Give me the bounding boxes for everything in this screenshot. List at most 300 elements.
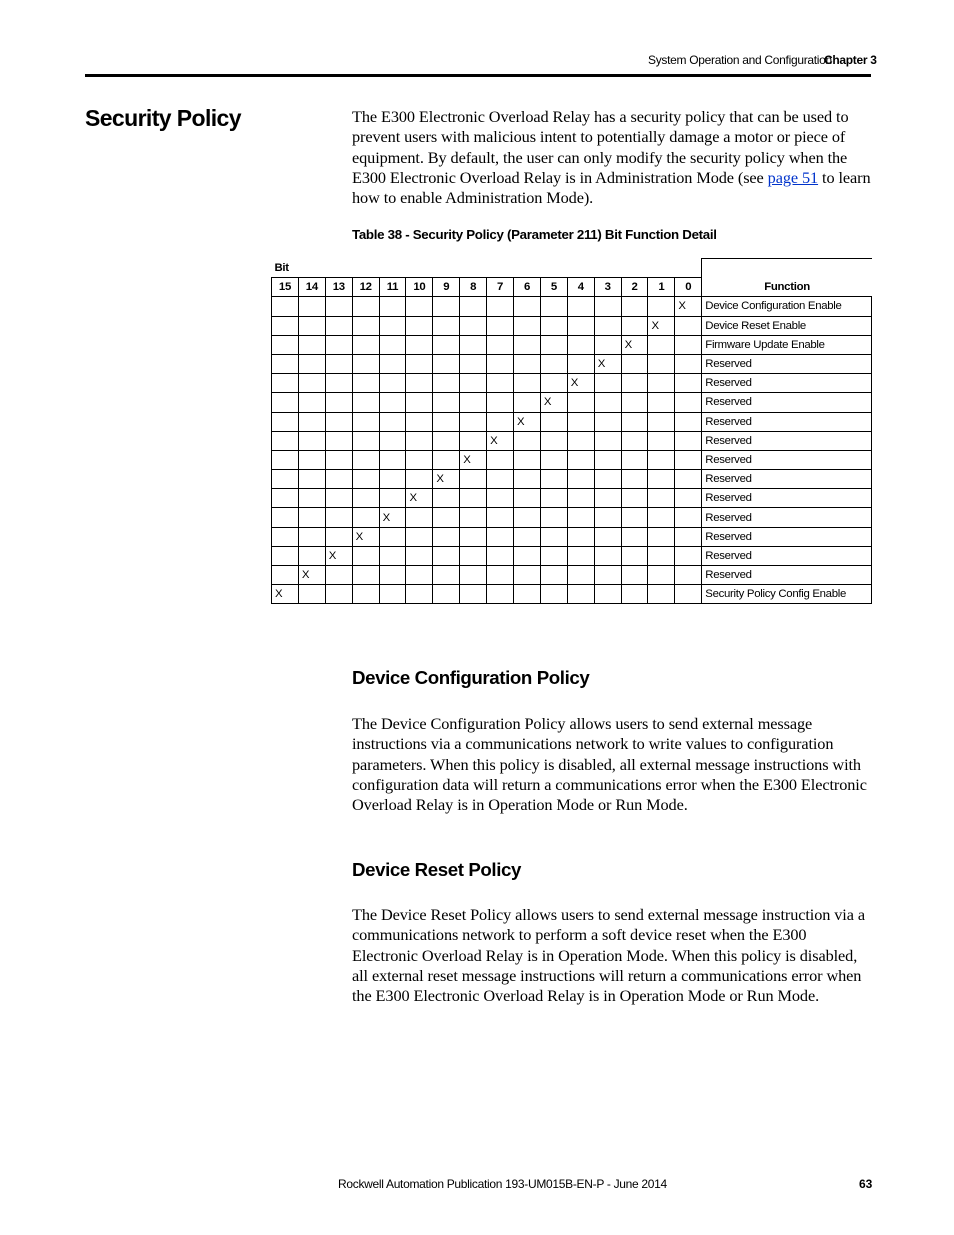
bit-mark: X [272, 585, 299, 604]
bit-cell [460, 316, 487, 335]
bit-cell [272, 412, 299, 431]
function-cell: Reserved [702, 508, 872, 527]
function-cell: Reserved [702, 489, 872, 508]
bit-cell [272, 393, 299, 412]
bit-cell [594, 393, 621, 412]
bit-cell [675, 566, 702, 585]
bit-label: 11 [379, 278, 406, 297]
bit-cell [460, 470, 487, 489]
bit-cell [325, 316, 352, 335]
bit-cell [621, 374, 648, 393]
table-row [272, 297, 872, 316]
bit-cell [675, 374, 702, 393]
page-number: 63 [859, 1177, 873, 1191]
table-row [272, 585, 872, 604]
bit-cell [594, 489, 621, 508]
bit-cell [675, 316, 702, 335]
bit-cell [567, 546, 594, 565]
bit-cell [325, 450, 352, 469]
bit-cell [298, 354, 325, 373]
bit-cell [406, 431, 433, 450]
bit-cell [675, 508, 702, 527]
bit-cell [540, 431, 567, 450]
bit-cell [621, 316, 648, 335]
bit-cell [325, 489, 352, 508]
footer-publication: Rockwell Automation Publication 193-UM015B-EN-P - June 2014 [338, 1177, 667, 1191]
bit-cell [298, 508, 325, 527]
bit-cell [406, 566, 433, 585]
bit-mark: X [406, 489, 433, 508]
device-reset-paragraph: The Device Reset Policy allows users to send external message instruction via a communications network to perform a soft device reset when the E300 Electronic Overload Relay is in Operation Mode. When this policy is disabled, all external reset message instructions will return a communications error when the E300 Electronic Overload Relay is in Operation Mode or Run Mode. [352, 905, 865, 1006]
bit-cell [352, 489, 379, 508]
bit-cell [514, 546, 541, 565]
bit-cell [406, 393, 433, 412]
bit-cell [379, 393, 406, 412]
bit-cell [648, 412, 675, 431]
bit-mark: X [675, 297, 702, 316]
bit-cell [514, 450, 541, 469]
bit-cell [648, 450, 675, 469]
bit-cell [433, 527, 460, 546]
bit-label: 15 [272, 278, 299, 297]
bit-cell [406, 470, 433, 489]
bit-cell [514, 585, 541, 604]
bit-cell [540, 585, 567, 604]
bit-cell [675, 470, 702, 489]
bit-cell [675, 489, 702, 508]
bit-cell [594, 508, 621, 527]
bit-cell [325, 393, 352, 412]
bit-cell [648, 335, 675, 354]
bit-cell [406, 527, 433, 546]
bit-label: 1 [648, 278, 675, 297]
bit-mark: X [325, 546, 352, 565]
bit-cell [325, 374, 352, 393]
function-cell: Reserved [702, 527, 872, 546]
bit-cell [621, 508, 648, 527]
bit-cell [675, 393, 702, 412]
bit-cell [514, 508, 541, 527]
bit-cell [487, 585, 514, 604]
table-row [272, 489, 872, 508]
bit-label: 12 [352, 278, 379, 297]
bit-cell [675, 546, 702, 565]
bit-label: 14 [298, 278, 325, 297]
bit-cell [567, 566, 594, 585]
bit-cell [540, 566, 567, 585]
bit-cell [540, 354, 567, 373]
bit-cell [325, 527, 352, 546]
bit-cell [352, 393, 379, 412]
bit-label: 2 [621, 278, 648, 297]
bit-mark: X [352, 527, 379, 546]
header-rule [85, 74, 871, 77]
table-row [272, 508, 872, 527]
bit-cell [540, 546, 567, 565]
bit-cell [325, 431, 352, 450]
function-cell: Reserved [702, 374, 872, 393]
function-cell: Reserved [702, 546, 872, 565]
bit-cell [675, 412, 702, 431]
bit-cell [540, 316, 567, 335]
bit-mark: X [594, 354, 621, 373]
bit-header: Bit [274, 261, 289, 274]
bit-cell [514, 354, 541, 373]
bit-label: 4 [567, 278, 594, 297]
bit-cell [325, 470, 352, 489]
bit-mark: X [433, 470, 460, 489]
bit-cell [514, 470, 541, 489]
table-row [272, 450, 872, 469]
bit-mark: X [379, 508, 406, 527]
bit-cell [540, 374, 567, 393]
function-cell: Reserved [702, 354, 872, 373]
bit-mark: X [540, 393, 567, 412]
bit-cell [460, 546, 487, 565]
bit-cell [352, 508, 379, 527]
bit-cell [406, 508, 433, 527]
bit-cell [272, 374, 299, 393]
bit-mark: X [487, 431, 514, 450]
bit-cell [433, 566, 460, 585]
bit-cell [648, 489, 675, 508]
bit-cell [379, 412, 406, 431]
bit-cell [567, 393, 594, 412]
bit-cell [514, 374, 541, 393]
bit-cell [540, 297, 567, 316]
bit-cell [298, 585, 325, 604]
bit-cell [352, 297, 379, 316]
bit-cell [406, 297, 433, 316]
function-cell: Reserved [702, 393, 872, 412]
bit-cell [621, 354, 648, 373]
bit-cell [460, 412, 487, 431]
bit-cell [379, 489, 406, 508]
bit-mark: X [460, 450, 487, 469]
bit-cell [594, 585, 621, 604]
bit-cell [514, 316, 541, 335]
bit-cell [379, 316, 406, 335]
bit-cell [675, 354, 702, 373]
bit-cell [379, 566, 406, 585]
bit-cell [298, 470, 325, 489]
bit-cell [272, 470, 299, 489]
bit-cell [433, 412, 460, 431]
bit-cell [675, 335, 702, 354]
bit-cell [487, 335, 514, 354]
bit-mark: X [514, 412, 541, 431]
table-caption: Table 38 - Security Policy (Parameter 211) Bit Function Detail [352, 227, 717, 242]
bit-cell [675, 431, 702, 450]
bit-cell [298, 374, 325, 393]
bit-label: 6 [514, 278, 541, 297]
bit-cell [379, 527, 406, 546]
bit-cell [325, 412, 352, 431]
bit-cell [594, 546, 621, 565]
bit-cell [406, 374, 433, 393]
table-row [272, 431, 872, 450]
bit-cell [433, 450, 460, 469]
bit-cell [648, 393, 675, 412]
bit-cell [487, 566, 514, 585]
bit-cell [648, 566, 675, 585]
bit-cell [567, 354, 594, 373]
bit-cell [352, 431, 379, 450]
bit-cell [460, 335, 487, 354]
bit-cell [352, 374, 379, 393]
bit-cell [406, 412, 433, 431]
bit-cell [487, 393, 514, 412]
bit-cell [352, 412, 379, 431]
bit-cell [567, 489, 594, 508]
bit-cell [648, 374, 675, 393]
bit-cell [567, 316, 594, 335]
bit-cell [433, 585, 460, 604]
bit-cell [406, 585, 433, 604]
bit-cell [352, 546, 379, 565]
bit-cell [406, 316, 433, 335]
bit-cell [433, 546, 460, 565]
bit-label: 13 [325, 278, 352, 297]
bit-cell [379, 297, 406, 316]
bit-cell [567, 585, 594, 604]
bit-cell [487, 297, 514, 316]
bit-cell [540, 527, 567, 546]
bit-mark: X [621, 335, 648, 354]
table-row [272, 527, 872, 546]
bit-cell [621, 527, 648, 546]
bit-cell [487, 546, 514, 565]
bit-cell [298, 450, 325, 469]
bit-cell [406, 335, 433, 354]
bit-cell [514, 393, 541, 412]
bit-cell [272, 566, 299, 585]
bit-cell [621, 412, 648, 431]
function-cell: Reserved [702, 450, 872, 469]
function-cell: Reserved [702, 470, 872, 489]
bit-cell [272, 316, 299, 335]
table-row [272, 566, 872, 585]
bit-cell [540, 508, 567, 527]
bit-cell [433, 374, 460, 393]
bit-label: 8 [460, 278, 487, 297]
page-title: Security Policy [85, 105, 241, 131]
bit-mark: X [298, 566, 325, 585]
bit-cell [540, 335, 567, 354]
bit-cell [487, 450, 514, 469]
bit-label: 10 [406, 278, 433, 297]
bit-cell [379, 450, 406, 469]
function-cell: Reserved [702, 566, 872, 585]
function-cell: Reserved [702, 431, 872, 450]
bit-cell [325, 297, 352, 316]
bit-cell [514, 335, 541, 354]
bit-cell [621, 450, 648, 469]
bit-cell [621, 431, 648, 450]
bit-cell [621, 297, 648, 316]
bit-cell [298, 489, 325, 508]
bit-cell [272, 508, 299, 527]
bit-cell [379, 354, 406, 373]
bit-cell [594, 470, 621, 489]
bit-cell [514, 566, 541, 585]
bit-cell [460, 566, 487, 585]
bit-cell [379, 546, 406, 565]
bit-cell [648, 527, 675, 546]
intro-paragraph: The E300 Electronic Overload Relay has a security policy that can be used to prevent users with malicious intent to potentially damage a motor or piece of equipment. By default, the user can only modify the security policy when the E300 Electronic Overload Relay is in Administration Mode (see page 51 to learn how to enable Administration Mode). [352, 107, 871, 208]
bit-cell [487, 508, 514, 527]
bit-cell [272, 297, 299, 316]
bit-cell [406, 450, 433, 469]
bit-cell [487, 374, 514, 393]
bit-cell [594, 566, 621, 585]
function-header: Function [702, 259, 872, 297]
bit-cell [621, 566, 648, 585]
bit-cell [272, 431, 299, 450]
bit-cell [298, 316, 325, 335]
bit-cell [352, 354, 379, 373]
bit-cell [298, 546, 325, 565]
bit-cell [433, 335, 460, 354]
bit-cell [675, 527, 702, 546]
bit-function-table [271, 258, 872, 604]
bit-cell [460, 297, 487, 316]
table-row [272, 412, 872, 431]
bit-cell [648, 546, 675, 565]
bit-cell [487, 489, 514, 508]
bit-label: 9 [433, 278, 460, 297]
bit-cell [272, 546, 299, 565]
bit-cell [406, 546, 433, 565]
function-cell: Firmware Update Enable [702, 335, 872, 354]
bit-cell [352, 585, 379, 604]
bit-cell [621, 393, 648, 412]
table-body [272, 297, 872, 604]
bit-cell [648, 431, 675, 450]
bit-cell [272, 335, 299, 354]
bit-cell [298, 527, 325, 546]
bit-cell [567, 335, 594, 354]
bit-cell [487, 316, 514, 335]
bit-cell [272, 450, 299, 469]
bit-cell [433, 297, 460, 316]
bit-cell [594, 316, 621, 335]
table-row [272, 374, 872, 393]
bit-cell [594, 450, 621, 469]
bit-cell [514, 489, 541, 508]
bit-cell [594, 297, 621, 316]
bit-cell [594, 412, 621, 431]
bit-label: 5 [540, 278, 567, 297]
bit-cell [460, 527, 487, 546]
bit-cell [406, 354, 433, 373]
bit-cell [514, 527, 541, 546]
bit-cell [621, 546, 648, 565]
bit-cell [352, 450, 379, 469]
function-cell: Device Reset Enable [702, 316, 872, 335]
bit-cell [298, 393, 325, 412]
bit-cell [325, 335, 352, 354]
bit-cell [514, 297, 541, 316]
bit-cell [594, 527, 621, 546]
bit-cell [379, 335, 406, 354]
bit-label: 7 [487, 278, 514, 297]
bit-cell [487, 354, 514, 373]
bit-cell [567, 527, 594, 546]
bit-label: 0 [675, 278, 702, 297]
bit-cell [487, 470, 514, 489]
bit-cell [433, 431, 460, 450]
bit-cell [594, 335, 621, 354]
bit-cell [487, 527, 514, 546]
bit-cell [460, 585, 487, 604]
bit-cell [540, 489, 567, 508]
bit-cell [567, 470, 594, 489]
bit-cell [460, 374, 487, 393]
bit-cell [379, 431, 406, 450]
bit-cell [621, 470, 648, 489]
bit-cell [460, 431, 487, 450]
running-header-chapter: Chapter 3 [824, 53, 877, 67]
bit-cell [675, 450, 702, 469]
bit-cell [514, 431, 541, 450]
bit-cell [648, 585, 675, 604]
bit-cell [352, 470, 379, 489]
bit-cell [648, 354, 675, 373]
bit-cell [540, 450, 567, 469]
bit-cell [352, 566, 379, 585]
bit-cell [567, 412, 594, 431]
bit-cell [433, 508, 460, 527]
bit-cell [298, 412, 325, 431]
bit-cell [648, 470, 675, 489]
bit-cell [298, 335, 325, 354]
bit-cell [648, 297, 675, 316]
bit-cell [460, 354, 487, 373]
bit-cell [298, 431, 325, 450]
function-cell: Reserved [702, 412, 872, 431]
device-config-paragraph: The Device Configuration Policy allows users to send external message instructions via a communications network to write values to configuration parameters. When this policy is disabled, all external message instructions with configuration data will return a communications error when the E300 Electronic Overload Relay is in Operation Mode or Run Mode. [352, 714, 867, 815]
bit-cell [567, 508, 594, 527]
function-cell: Device Configuration Enable [702, 297, 872, 316]
bit-cell [298, 297, 325, 316]
bit-cell [272, 354, 299, 373]
page-51-link[interactable]: page 51 [767, 167, 819, 187]
bit-cell [352, 316, 379, 335]
table-row [272, 354, 872, 373]
bit-cell [325, 508, 352, 527]
bit-cell [621, 585, 648, 604]
bit-cell [379, 374, 406, 393]
table-row [272, 335, 872, 354]
function-cell: Security Policy Config Enable [702, 585, 872, 604]
bit-cell [594, 374, 621, 393]
bit-cell [379, 585, 406, 604]
bit-cell [433, 316, 460, 335]
bit-cell [540, 470, 567, 489]
bit-mark: X [567, 374, 594, 393]
table-row [272, 393, 872, 412]
bit-cell [540, 412, 567, 431]
bit-cell [433, 393, 460, 412]
bit-cell [621, 489, 648, 508]
bit-cell [460, 489, 487, 508]
bit-cell [272, 527, 299, 546]
bit-cell [325, 354, 352, 373]
bit-cell [648, 508, 675, 527]
bit-cell [460, 508, 487, 527]
bit-cell [352, 335, 379, 354]
